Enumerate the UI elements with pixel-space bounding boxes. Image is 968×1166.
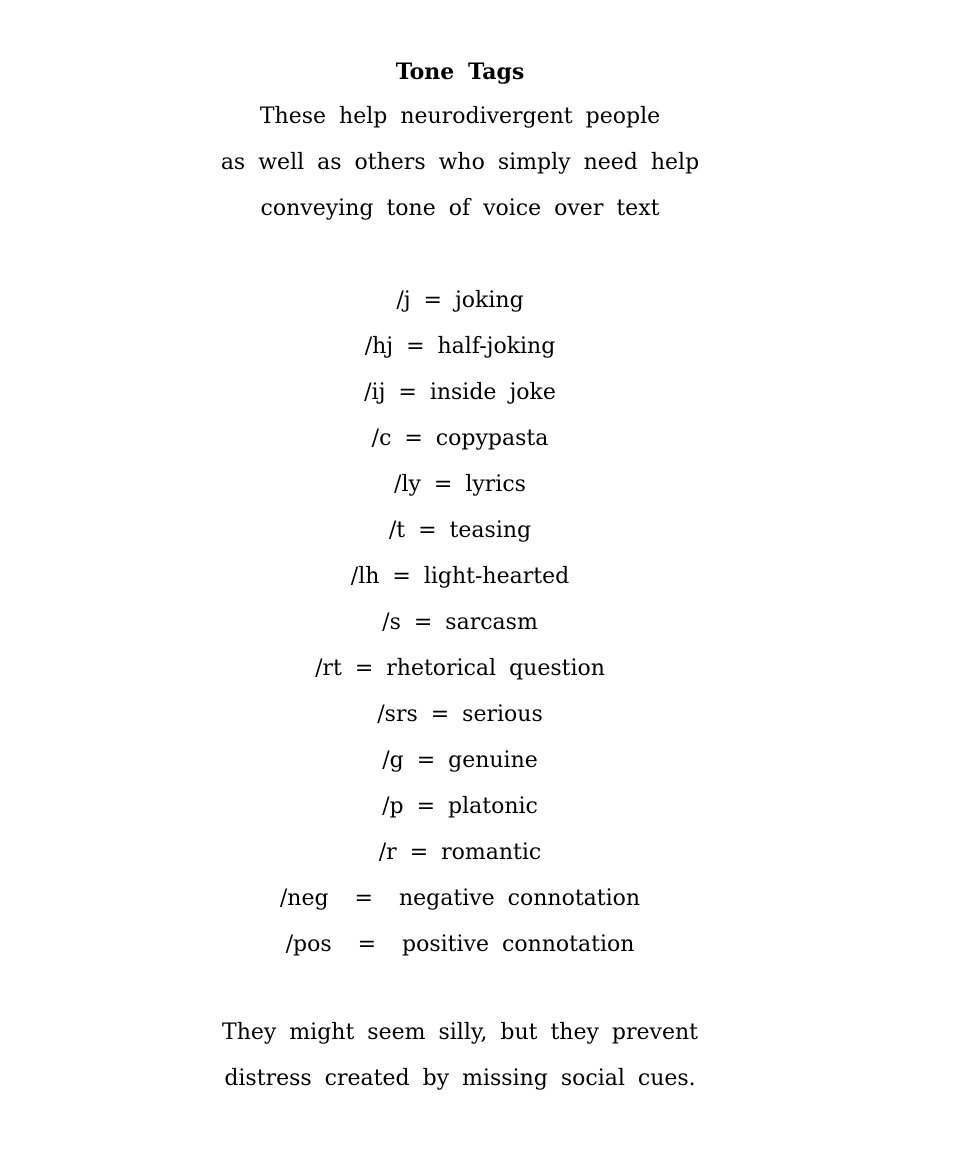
tone-tag-item: /t = teasing [388,518,532,543]
tone-tag-item: /ij = inside joke [364,380,556,405]
tone-tag-item: /c = copypasta [371,426,549,451]
intro-line: conveying tone of voice over text [260,196,660,221]
tone-tag-item: /srs = serious [377,702,543,727]
intro-paragraph [0,94,920,232]
tone-tag-item: /neg = negative connotation [279,886,641,911]
tone-tag-item: /rt = rhetorical question [315,656,605,681]
document-title: Tone Tags [395,59,525,85]
tone-tag-item: /ly = lyrics [394,472,526,497]
intro-line: These help neurodivergent people [259,104,661,129]
tone-tag-item: /hj = half-joking [364,334,556,359]
closing-line: They might seem silly, but they prevent [222,1020,698,1045]
tone-tag-item: /j = joking [396,288,524,313]
closing-paragraph [0,1010,920,1102]
tone-tag-item: /p = platonic [382,794,538,819]
tone-tag-item: /r = romantic [378,840,542,865]
tone-tag-list [0,278,920,968]
closing-line: distress created by missing social cues. [224,1066,696,1091]
tone-tag-item: /s = sarcasm [382,610,538,635]
intro-line: as well as others who simply need help [220,150,700,175]
tone-tag-item: /g = genuine [382,748,538,773]
tone-tag-item: /lh = light-hearted [350,564,570,589]
tone-tag-item: /pos = positive connotation [285,932,635,957]
